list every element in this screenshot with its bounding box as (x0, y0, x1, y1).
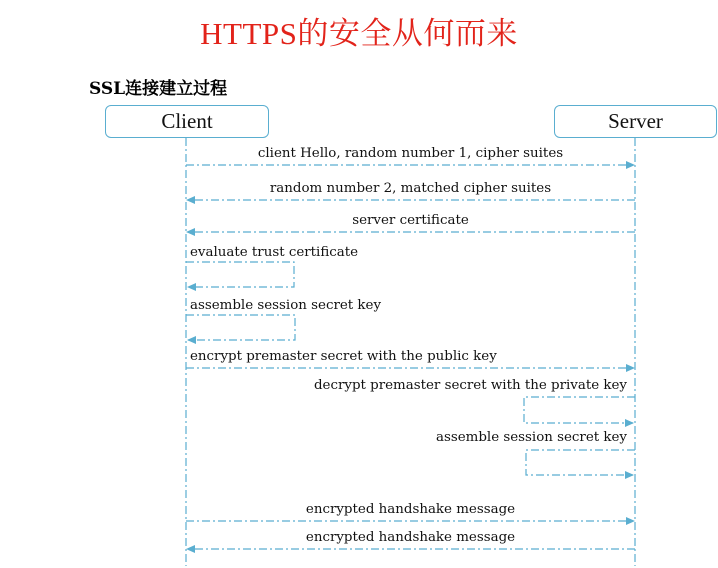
message-label: random number 2, matched cipher suites (269, 181, 552, 196)
client-actor-box (105, 105, 269, 138)
message-label: encrypted handshake message (305, 502, 516, 517)
message-label: encrypt premaster secret with the public key (190, 349, 497, 364)
message-label: client Hello, random number 1, cipher suites (257, 146, 564, 161)
client-actor-label: Client (161, 109, 213, 133)
diagram-subtitle: SSL连接建立过程 (89, 79, 228, 99)
self-message-arrow (186, 262, 294, 287)
self-message-arrow (186, 315, 295, 340)
message-label: assemble session secret key (435, 430, 627, 445)
self-message-arrow (526, 450, 635, 475)
server-actor-box (554, 105, 717, 138)
message-label: server certificate (352, 213, 469, 228)
message-label: decrypt premaster secret with the private key (313, 378, 627, 393)
message-label: encrypted handshake message (305, 530, 516, 545)
server-actor-label: Server (608, 109, 663, 133)
self-message-arrow (524, 397, 635, 423)
message-label: evaluate trust certificate (190, 245, 359, 260)
page-title: HTTPS的安全从何而来 (200, 16, 518, 51)
message-label: assemble session secret key (190, 298, 382, 313)
